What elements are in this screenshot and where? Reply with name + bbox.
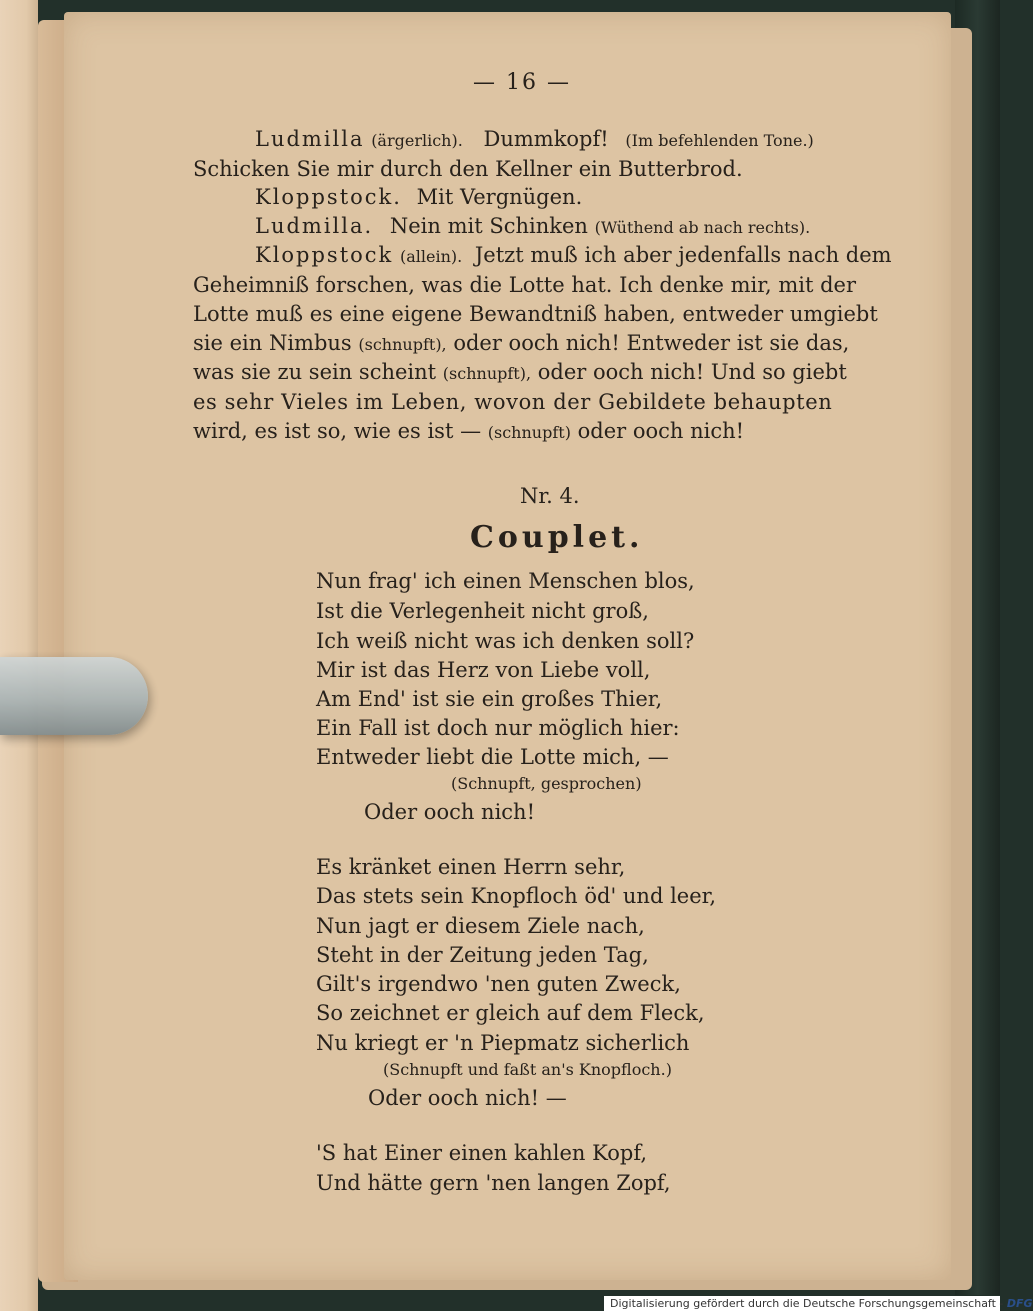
verse-line: Entweder liebt die Lotte mich, — [316,745,669,769]
verse-line: Das stets sein Knopfloch öd' und leer, [316,884,717,908]
verse-line: Nun jagt er diesem Ziele nach, [316,914,645,938]
dfg-logo: DFG [1006,1297,1033,1310]
credit-text: Digitalisierung gefördert durch die Deutsche Forschungsgemeinschaft - [610,1297,1004,1310]
prose-line: sie ein Nimbus (schnupft), oder ooch nich! Entweder ist sie das, [193,331,850,355]
verse-line: 'S hat Einer einen kahlen Kopf, [316,1141,648,1165]
prose-line: Lotte muß es eine eigene Bewandtniß haben, entweder umgiebt [193,302,878,326]
plexiglass-page-clip [0,657,148,735]
verse-line: Nu kriegt er 'n Piepmatz sicherlich [316,1031,690,1055]
verse-line: Ist die Verlegenheit nicht groß, [316,599,649,623]
verse-line: Es kränket einen Herrn sehr, [316,855,626,879]
stage-direction: (Schnupft und faßt an's Knopfloch.) [383,1060,672,1079]
verse-line: So zeichnet er gleich auf dem Fleck, [316,1001,705,1025]
verse-line: Mir ist das Herz von Liebe voll, [316,658,651,682]
prose-line: Kloppstock. Mit Vergnügen. [255,185,583,209]
song-number: Nr. 4. [520,484,580,508]
page-number: — 16 — [473,70,571,95]
prose-line: Ludmilla (ärgerlich). Dummkopf! (Im befehlenden Tone.) [255,127,814,151]
prose-line: Schicken Sie mir durch den Kellner ein Butterbrod. [193,157,743,181]
digitization-credit [604,1296,1033,1311]
song-title: Couplet. [470,520,644,555]
verse-line: Steht in der Zeitung jeden Tag, [316,943,649,967]
verse-line: Am End' ist sie ein großes Thier, [316,687,663,711]
verse-line: Gilt's irgendwo 'nen guten Zweck, [316,972,681,996]
prose-line: Kloppstock (allein). Jetzt muß ich aber jedenfalls nach dem [255,243,892,267]
verse-line: Nun frag' ich einen Menschen blos, [316,569,695,593]
prose-line: Geheimniß forschen, was die Lotte hat. Ich denke mir, mit der [193,273,857,297]
refrain-line: Oder ooch nich! [364,800,536,824]
prose-line: was sie zu sein scheint (schnupft), oder ooch nich! Und so giebt [193,360,847,384]
stage-direction: (Schnupft, gesprochen) [451,774,642,793]
verse-line: Und hätte gern 'nen langen Zopf, [316,1171,671,1195]
verse-line: Ein Fall ist doch nur möglich hier: [316,716,680,740]
verse-line: Ich weiß nicht was ich denken soll? [316,629,695,653]
prose-line: Ludmilla. Nein mit Schinken (Wüthend ab nach rechts). [255,214,811,238]
left-page-edge [0,0,38,1311]
refrain-line: Oder ooch nich! — [368,1086,567,1110]
prose-line: es sehr Vieles im Leben, wovon der Gebildete behaupten [193,390,833,414]
prose-line: wird, es ist so, wie es ist — (schnupft) oder ooch nich! [193,419,745,443]
